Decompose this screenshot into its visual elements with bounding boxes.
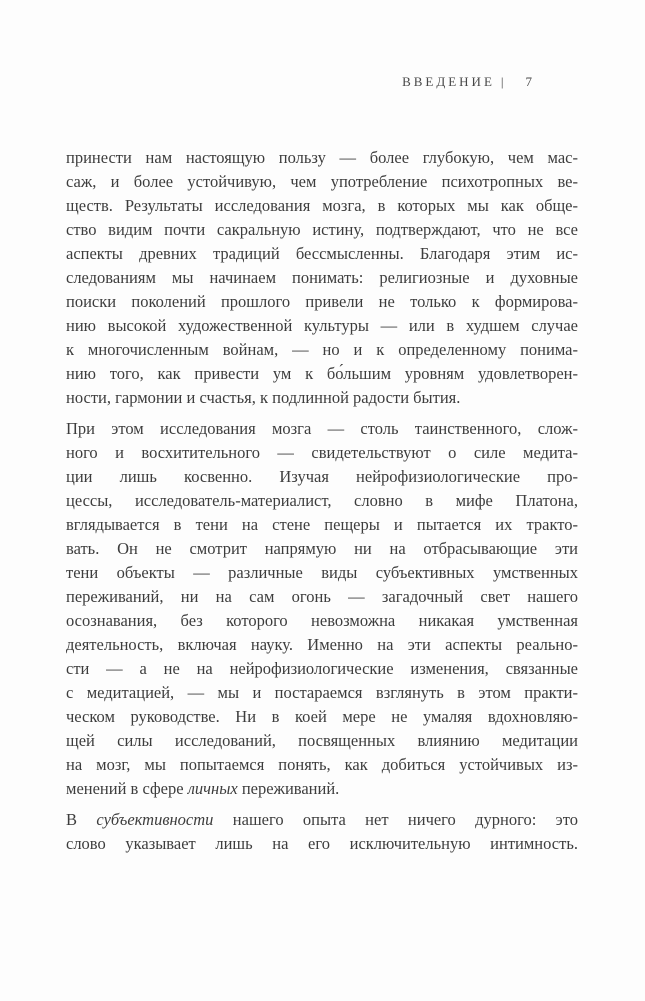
- text-line: тени объекты — различные виды субъективных умственных: [66, 563, 578, 582]
- page-number: 7: [525, 74, 533, 89]
- text-line: к многочисленным войнам, — но и к определенному понима-: [66, 340, 578, 359]
- text-line: поиски поколений прошлого привели не только к формирова-: [66, 292, 578, 311]
- text-line: менений в сфере личных переживаний.: [66, 779, 340, 798]
- text-line: щей силы исследований, посвященных влиянию медитации: [66, 731, 578, 750]
- text-line: При этом исследования мозга — столь таинственного, слож-: [66, 419, 578, 438]
- text-line: аспекты древних традиций бессмысленны. Благодаря этим ис-: [66, 244, 578, 263]
- text-line: нию высокой художественной культуры — или в худшем случае: [66, 316, 578, 335]
- text-line: ществ. Результаты исследования мозга, в которых мы как обще-: [66, 196, 578, 215]
- text-line: осознавания, без которого невозможна никакая умственная: [66, 611, 578, 630]
- text-line: вглядывается в тени на стене пещеры и пытается их тракто-: [66, 515, 578, 534]
- paragraph: [66, 808, 578, 856]
- running-head: [402, 74, 533, 90]
- paragraph: [66, 146, 578, 410]
- chapter-title: ВВЕДЕНИЕ: [402, 74, 495, 89]
- text-line: цессы, исследователь-материалист, словно в мифе Платона,: [66, 491, 578, 510]
- body-text: [66, 146, 578, 863]
- text-line: с медитацией, — мы и постараемся взглянуть в этом практи-: [66, 683, 578, 702]
- text-line: В субъективности нашего опыта нет ничего дурного: это: [66, 810, 578, 829]
- text-line: ности, гармонии и счастья, к подлинной радости бытия.: [66, 388, 461, 407]
- text-line: слово указывает лишь на его исключительную интимность.: [66, 834, 578, 853]
- text-line: на мозг, мы попытаемся понять, как добиться устойчивых из-: [66, 755, 578, 774]
- text-line: следованиям мы начинаем понимать: религиозные и духовные: [66, 268, 578, 287]
- text-line: ческом руководстве. Ни в коей мере не умаляя вдохновляю-: [66, 707, 578, 726]
- text-line: переживаний, ни на сам огонь — загадочный свет нашего: [66, 587, 578, 606]
- text-line: нию того, как привести ум к бо́льшим уровням удовлетворен-: [66, 364, 578, 383]
- text-line: вать. Он не смотрит напрямую ни на отбрасывающие эти: [66, 539, 578, 558]
- header-separator-bar: |: [500, 74, 504, 89]
- text-line: ство видим почти сакральную истину, подтверждают, что не все: [66, 220, 578, 239]
- text-line: саж, и более устойчивую, чем употребление психотропных ве-: [66, 172, 578, 191]
- text-line: принести нам настоящую пользу — более глубокую, чем мас-: [66, 148, 578, 167]
- text-line: сти — а не на нейрофизиологические изменения, связанные: [66, 659, 578, 678]
- text-line: ного и восхитительного — свидетельствуют о силе медита-: [66, 443, 578, 462]
- text-line: ции лишь косвенно. Изучая нейрофизиологические про-: [66, 467, 578, 486]
- paragraph: [66, 417, 578, 801]
- text-line: деятельность, включая науку. Именно на эти аспекты реально-: [66, 635, 578, 654]
